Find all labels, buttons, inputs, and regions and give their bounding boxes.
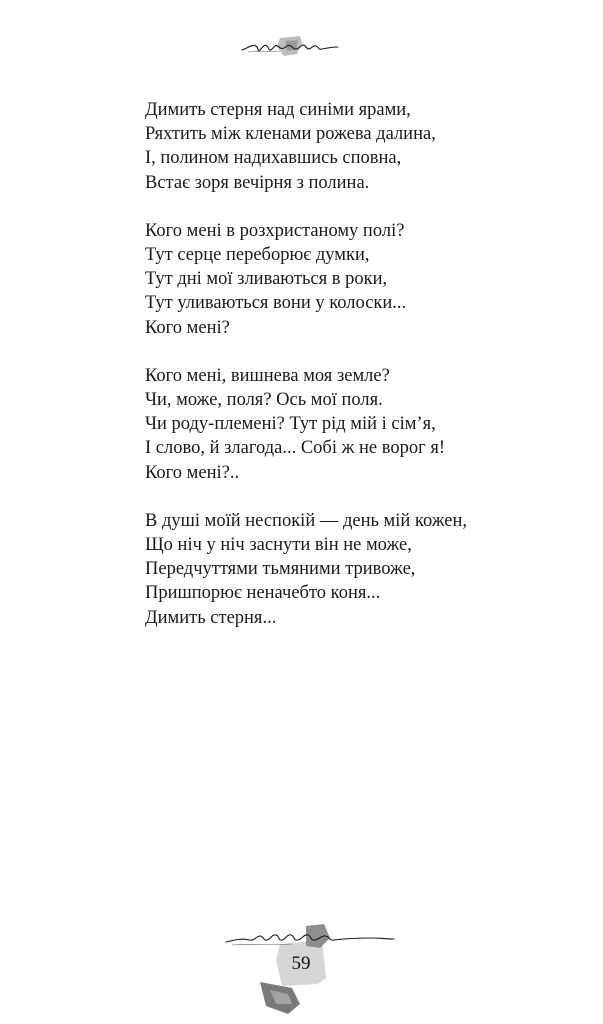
poem-line: Кого мені, вишнева моя земле? — [145, 365, 390, 386]
poem-line: Чи, може, поля? Ось мої поля. — [145, 390, 383, 411]
poem-line: Пришпорює неначебто коня... — [145, 583, 381, 604]
poem-line: Ряхтить між кленами рожева далина, — [145, 124, 436, 145]
poem-line: Встає зоря вечірня з полина. — [145, 172, 370, 193]
poem-line: В душі моїй неспокій — день мій кожен, — [145, 510, 468, 531]
page-number: 59 — [291, 953, 311, 974]
poem-line: Кого мені?.. — [145, 462, 240, 483]
stanza-2 — [145, 219, 565, 340]
top-ornament-icon — [240, 32, 340, 62]
poem-line: Тут дні мої зливаються в роки, — [145, 269, 388, 290]
poem-line: І слово, й злагода... Собі ж не ворог я! — [145, 438, 445, 459]
poem-line: Кого мені? — [145, 317, 230, 338]
poem-line: Тут уливаються вони у колоски... — [145, 293, 407, 314]
poem-line: Кого мені в розхристаному полі? — [145, 220, 405, 241]
poem-line: Димить стерня... — [145, 607, 277, 628]
stanza-4 — [145, 509, 565, 630]
poem-line: Тут серце переборює думки, — [145, 245, 370, 266]
poem-line: І, полином надихавшись сповна, — [145, 148, 402, 169]
stanza-1 — [145, 98, 565, 195]
poem — [145, 98, 565, 654]
poem-line: Чи роду-племені? Тут рід мій і сім’я, — [145, 414, 436, 435]
poem-line: Що ніч у ніч заснути він не може, — [145, 535, 412, 556]
stanza-3 — [145, 364, 565, 485]
poem-line: Передчуттями тьмяними тривоже, — [145, 559, 416, 580]
poem-line: Димить стерня над синіми ярами, — [145, 100, 411, 120]
